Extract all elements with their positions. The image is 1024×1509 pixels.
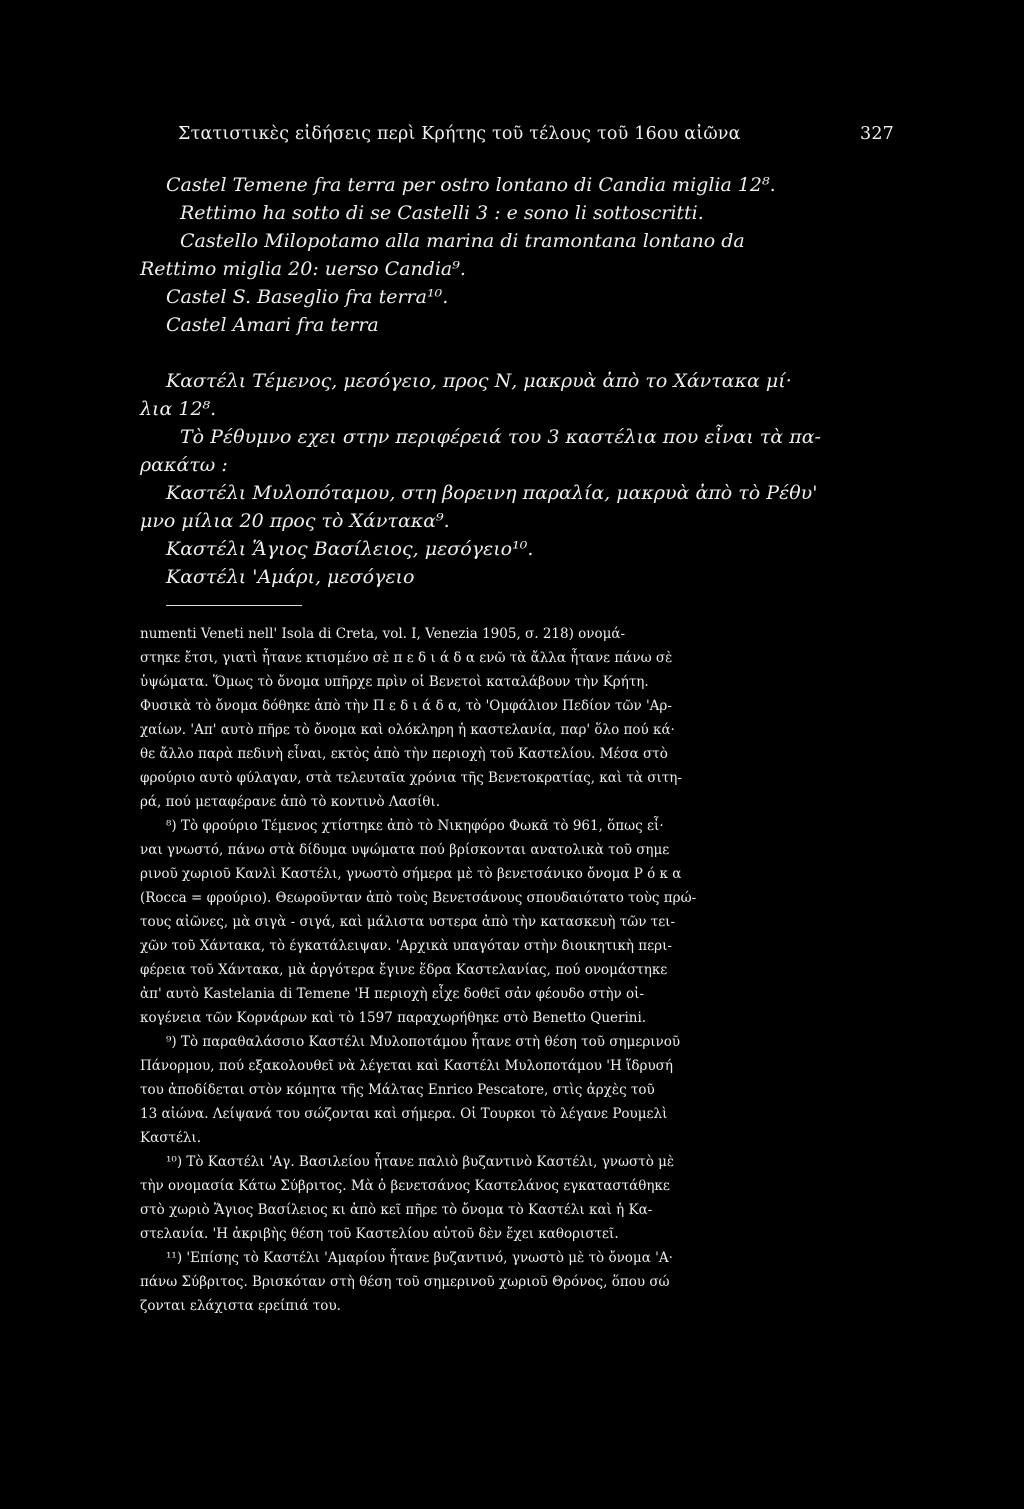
running-head-title: Στατιστικὲς εἰδήσεις περὶ Κρήτης τοῦ τέλους τοῦ 16ου αἰῶνα bbox=[178, 124, 741, 144]
footnote-9-line: Καστέλι. bbox=[140, 1130, 202, 1146]
verse-greek-line: μνο μίλια 20 προς τὸ Χάντακα⁹. bbox=[140, 510, 450, 532]
footnote-11-line: ζονται ελάχιστα ερείπιά του. bbox=[140, 1298, 341, 1314]
footnote-line: Φυσικὰ τὸ ὄνομα δόθηκε ἀπὸ τὴν Π ε δ ι ά δ α, τὸ 'Ομφάλιον Πεδίον τῶν 'Αρ- bbox=[140, 698, 672, 714]
verse-italian-line: Castel Temene fra terra per ostro lontano di Candia miglia 12⁸. bbox=[166, 174, 776, 196]
footnote-8-line: ναι γνωστό, πάνω στὰ δίδυμα υψώματα πού βρίσκονται ανατολικὰ τοῦ σημε bbox=[140, 842, 670, 858]
footnote-10-line: στὸ χωριὸ Ἅγιος Βασίλειος κι ἀπὸ κεῖ πῆρε τὸ ὄνομα τὸ Καστέλι καὶ ἡ Κα- bbox=[140, 1202, 653, 1218]
footnote-8-line: κογένεια τῶν Κορνάρων καὶ τὸ 1597 παραχωρήθηκε στὸ Benetto Querini. bbox=[140, 1010, 647, 1026]
footnote-8-line: τους αἰῶνες, μὰ σιγὰ - σιγά, καὶ μάλιστα υστερα ἀπὸ τὴν κατασκευὴ τῶν τει- bbox=[140, 914, 676, 930]
footnote-10-line: ¹⁰) Τὸ Καστέλι 'Αγ. Βασιλείου ἦτανε παλιὸ βυζαντινὸ Καστέλι, γνωστὸ μὲ bbox=[166, 1154, 675, 1170]
verse-greek-line: λια 12⁸. bbox=[140, 398, 217, 420]
footnote-10-line: στελανία. 'Η ἀκριβὴς θέση τοῦ Καστελίου αὐτοῦ δὲν ἔχει καθοριστεῖ. bbox=[140, 1226, 619, 1242]
footnote-line: χαίων. 'Απ' αυτὸ πῆρε τὸ ὄνομα καὶ ολόκληρη ἡ καστελανία, παρ' ὅλο πού κά· bbox=[140, 722, 675, 738]
footnote-8-line: χῶν τοῦ Χάντακα, τὸ έγκατάλειψαν. 'Αρχικὰ υπαγόταν στὴν διοικητικὴ περι- bbox=[140, 938, 672, 954]
footnote-line: ρά, πού μεταφέρανε ἀπὸ τὸ κοντινὸ Λασίθι. bbox=[140, 794, 441, 810]
footnote-8-line: φέρεια τοῦ Χάντακα, μὰ ἀργότερα ἔγινε ἕδρα Καστελανίας, πού ονομάστηκε bbox=[140, 962, 668, 978]
verse-greek-line: Καστέλι Τέμενος, μεσόγειο, προς Ν, μακρυὰ ἀπὸ το Χάντακα μί· bbox=[166, 370, 792, 392]
page-number: 327 bbox=[859, 124, 894, 144]
verse-greek-line: Καστέλι 'Αμάρι, μεσόγειο bbox=[166, 566, 415, 588]
footnote-line: θε ἄλλο παρὰ πεδινὴ εἶναι, εκτὸς ἀπὸ τὴν περιοχὴ τοῦ Καστελίου. Μέσα στὸ bbox=[140, 746, 668, 762]
footnote-9-line: του ἀποδίδεται στὸν κόμητα τῆς Μάλτας Enrico Pescatore, στὶς ἀρχὲς τοῦ bbox=[140, 1082, 655, 1098]
verse-greek-line: Τὸ Ρέθυμνο εχει στην περιφέρειά του 3 καστέλια που εἶναι τὰ πα- bbox=[180, 426, 821, 448]
footnote-line: numenti Veneti nell' Isola di Creta, vol. I, Venezia 1905, σ. 218) ονομά- bbox=[140, 626, 626, 642]
footnote-9-line: ⁹) Τὸ παραθαλάσσιο Καστέλι Μυλοποτάμου ἦτανε στὴ θέση τοῦ σημερινοῦ bbox=[166, 1034, 681, 1050]
footnote-11-line: πάνω Σύβριτος. Βρισκόταν στὴ θέση τοῦ σημερινοῦ χωριοῦ Θρόνος, ὅπου σώ bbox=[140, 1274, 670, 1290]
footnote-line: στηκε ἔτσι, γιατὶ ἦτανε κτισμένο σὲ π ε δ ι ά δ α ενῶ τὰ ἄλλα ἦτανε πάνω σὲ bbox=[140, 650, 673, 666]
footnote-8-line: ρινοῦ χωριοῦ Κανλὶ Καστέλι, γνωστὸ σήμερα μὲ τὸ βενετσάνικο ὄνομα Ρ ό κ α bbox=[140, 866, 682, 882]
footnote-10-line: τὴν ονομασία Κάτω Σύβριτος. Μὰ ὁ βενετσάνος Καστελάνος εγκαταστάθηκε bbox=[140, 1178, 670, 1194]
verse-greek-line: Καστέλι Ἅγιος Βασίλειος, μεσόγειο¹⁰. bbox=[166, 538, 534, 560]
footnote-9-line: Πάνορμου, πού εξακολουθεῖ νὰ λέγεται καὶ Καστέλι Μυλοποτάμου 'Η ἵδρυσή bbox=[140, 1058, 673, 1074]
footnote-11-line: ¹¹) 'Επίσης τὸ Καστέλι 'Αμαρίου ἦτανε βυζαντινό, γνωστὸ μὲ τὸ ὄνομα 'Α· bbox=[166, 1250, 673, 1266]
verse-greek-line: ρακάτω : bbox=[140, 454, 228, 476]
footnote-8-line: ⁸) Τὸ φρούριο Τέμενος χτίστηκε ἀπὸ τὸ Νικηφόρο Φωκᾶ τὸ 961, ὅπως εἶ· bbox=[166, 818, 664, 834]
footnotes-block bbox=[140, 622, 812, 1318]
verse-italian-line: Castel Amari fra terra bbox=[166, 314, 379, 336]
footnote-8-line: (Rocca = φρούριο). Θεωροῦνταν ἀπὸ τοὺς Βενετσάνους σπουδαιότατο τοὺς πρώ- bbox=[140, 890, 697, 906]
footnote-8-line: ἀπ' αυτὸ Kastelania di Temene 'Η περιοχὴ εἶχε δοθεῖ σἀν φέουδο στὴν οἰ- bbox=[140, 986, 645, 1002]
verse-italian-line: Rettimo ha sotto di se Castelli 3 : e sono li sottoscritti. bbox=[180, 202, 704, 224]
footnote-9-line: 13 αἰώνα. Λείψανά του σώζονται καὶ σήμερα. Οἱ Τουρκοι τὸ λέγανε Ρουμελὶ bbox=[140, 1106, 668, 1122]
footnote-rule bbox=[166, 605, 302, 606]
footnote-line: ὑψώματα. Ὅμως τὸ ὄνομα υπῆρχε πρὶν οἱ Βενετοὶ καταλάβουν τὴν Κρήτη. bbox=[140, 674, 649, 690]
verse-italian-line: Castello Milopotamo alla marina di tramontana lontano da bbox=[180, 230, 745, 252]
verse-greek-line: Καστέλι Μυλοπόταμου, στη βορεινη παραλία, μακρυὰ ἀπὸ τὸ Ρέθυ' bbox=[166, 482, 818, 504]
footnote-line: φρούριο αυτὸ φύλαγαν, στὰ τελευταῖα χρόνια τῆς Βενετοκρατίας, καὶ τὰ σιτη- bbox=[140, 770, 682, 786]
verse-italian-line: Castel S. Baseglio fra terra¹⁰. bbox=[166, 286, 449, 308]
verse-italian-line: Rettimo miglia 20: uerso Candia⁹. bbox=[140, 258, 466, 280]
